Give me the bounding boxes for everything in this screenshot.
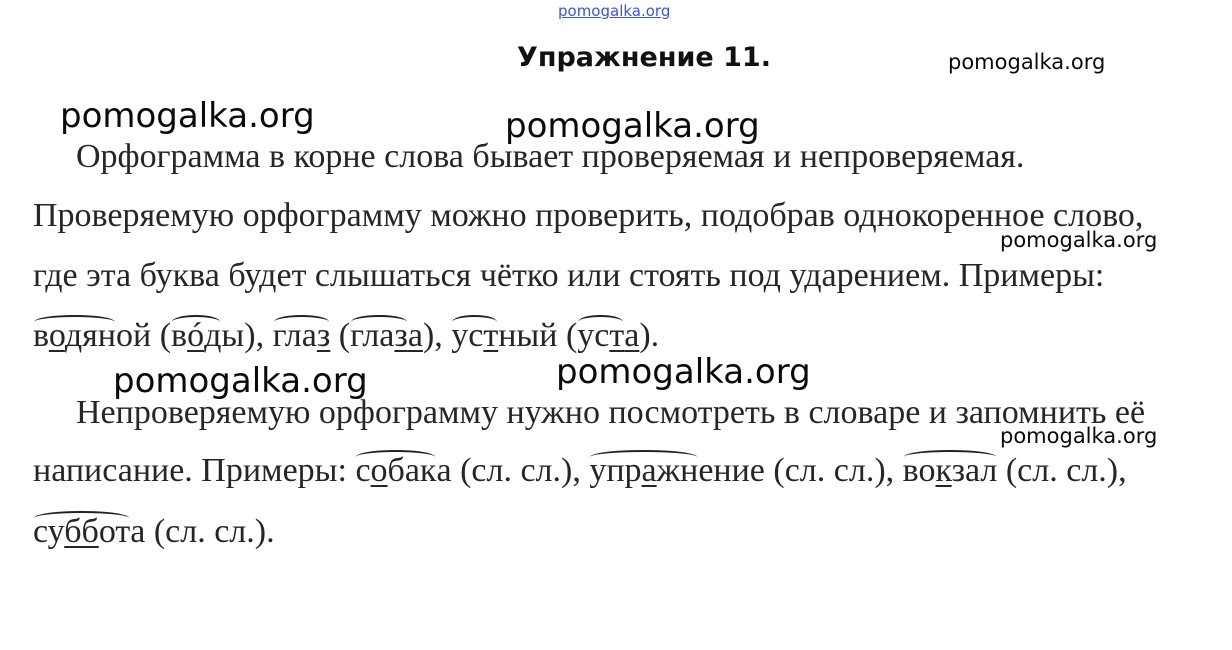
paragraph-1-line-4 [33,317,659,355]
word-root [589,452,698,490]
word-root [33,513,130,551]
separator-text: ), [422,317,452,354]
paragraph-1-line-3: где эта буква будет слышаться чётко или стоять под ударением. Примеры: [33,257,1105,294]
word-ending: ы [221,317,245,354]
word-ending: ный [498,317,558,354]
root-text: гла [350,317,395,354]
watermark: pomogalka.org [1000,228,1158,252]
orthogram-letter: бб [64,513,99,550]
dictionary-note: (сл. сл.). [145,513,275,550]
watermark: pomogalka.org [113,361,368,401]
separator-text: ). [639,317,660,354]
orthogram-letter: а [641,452,657,489]
orthogram-letter: т [609,317,625,354]
root-text: су [33,513,65,550]
orthogram-letter: к [935,452,952,489]
root-text: бак [387,452,437,489]
paragraph-1-line-1: Орфограмма в корне слова бывает проверяемая и непроверяемая. [76,138,1025,175]
separator-text: ( [557,317,578,354]
watermark: pomogalka.org [1000,424,1158,448]
paragraph-2-line-1: Непроверяемую орфограмму нужно посмотреть в словаре и запомнить её [76,394,1146,431]
watermark: pomogalka.org [505,106,760,146]
word-root [171,317,221,355]
root-text: от [98,513,131,550]
word-ending: а [130,513,146,550]
separator-text: ( [151,317,172,354]
word-root [903,452,998,490]
word-root [273,317,331,355]
paragraph-2-line-3 [33,513,275,551]
root-text: упр [589,452,642,489]
dictionary-note: (сл. сл.), [451,452,590,489]
orthogram-letter: ó [187,317,205,354]
word-root [33,317,116,355]
stressed-ending: а [407,317,423,354]
stressed-ending: а [624,317,640,354]
word-root [350,317,408,355]
root-text: зал [951,452,998,489]
root-text: ус [451,317,484,354]
word-root [355,452,436,490]
dictionary-note: (сл. сл.), [997,452,1127,489]
word-root [577,317,624,355]
root-text: во [902,452,936,489]
root-text: с [355,452,371,489]
word-ending: а [436,452,452,489]
root-text: ус [577,317,610,354]
root-text: д [204,317,222,354]
orthogram-letter: т [483,317,499,354]
root-text: жн [656,452,699,489]
root-text: в [171,317,188,354]
orthogram-letter: о [370,452,388,489]
word-ending: ой [116,317,152,354]
root-text: в [33,317,49,354]
orthogram-letter: з [394,317,408,354]
watermark: pomogalka.org [948,50,1106,74]
watermark: pomogalka.org [60,96,315,136]
orthogram-letter: о [48,317,65,354]
root-text: дян [64,317,116,354]
site-link[interactable]: pomogalka.org [558,2,671,20]
dictionary-note: (сл. сл.), [764,452,903,489]
orthogram-letter: з [316,317,331,354]
paragraph-2-line-2 [33,452,1127,490]
separator-text: ), [244,317,273,354]
word-ending: ение [698,452,765,489]
word-root [451,317,498,355]
separator-text: ( [330,317,351,354]
line-prefix: написание. Примеры: [33,452,356,489]
paragraph-1-line-2: Проверяемую орфограмму можно проверить, подобрав однокоренное слово, [33,197,1144,234]
watermark: pomogalka.org [556,352,811,392]
root-text: гла [272,317,317,354]
exercise-title: Упражнение 11. [517,42,771,73]
